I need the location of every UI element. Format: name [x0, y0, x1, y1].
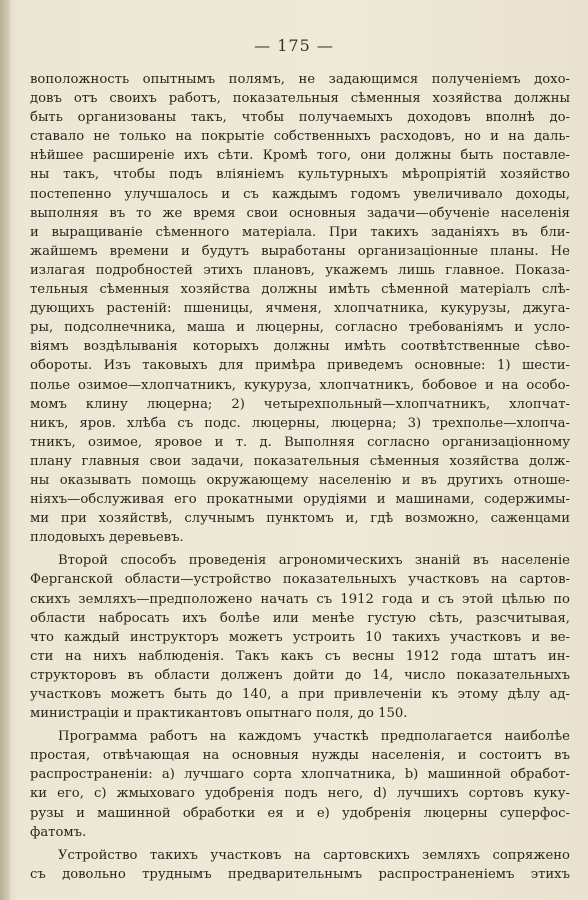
text-line: Устройство такихъ участковъ на сартовскихъ земляхъ сопряжено: [58, 847, 570, 863]
text-line: области набросать ихъ болѣе или менѣе густую сѣть, разсчитывая,: [30, 610, 570, 626]
text-line: обороты. Изъ таковыхъ для примѣра приведемъ основные: 1) шести-: [30, 358, 570, 374]
text-line: ры, подсолнечника, маша и люцерны, согласно требованіямъ и усло-: [30, 320, 570, 336]
text-line: быть организованы такъ, чтобы получаемыхъ доходовъ вполнѣ до-: [30, 110, 570, 126]
text-line: распространеніи: a) лучшаго сорта хлопчатника, b) машинной обработ-: [30, 767, 570, 783]
text-line: ны оказывать помощь окружающему населенію и въ другихъ отноше-: [30, 472, 570, 488]
text-line: тникъ, озимое, яровое и т. д. Выполняя согласно организаціонному: [30, 434, 570, 450]
text-line: министраціи и практикантовъ опытнаго поля, до 150.: [30, 706, 408, 722]
text-line: ми при хозяйствѣ, случнымъ пунктомъ и, гдѣ возможно, саженцами: [30, 511, 570, 527]
text-line: съ довольно труднымъ предварительнымъ распространеніемъ этихъ: [30, 866, 570, 882]
text-line: Второй способъ проведенія агрономическихъ знаній въ населеніе: [58, 553, 570, 569]
text-line: простая, отвѣчающая на основныя нужды населенія, и состоитъ въ: [30, 748, 570, 764]
text-line: плану главныя свои задачи, показательныя сѣменныя хозяйства долж-: [30, 453, 570, 469]
body-text: [30, 70, 570, 888]
text-line: ставало не только на покрытіе собственныхъ расходовъ, но и на даль-: [30, 129, 570, 145]
text-line: фатомъ.: [30, 824, 87, 840]
text-line: что каждый инструкторъ можетъ устроить 10 такихъ участковъ и ве-: [30, 629, 570, 645]
text-line: тельныя сѣменныя хозяйства должны имѣть сѣменной матеріалъ слѣ-: [30, 282, 570, 298]
text-line: ки его, c) жмыховаго удобренія подъ него, d) лучшихъ сортовъ куку-: [30, 786, 570, 802]
text-line: выполняя въ то же время свои основныя задачи—обученіе населенія: [30, 205, 570, 221]
text-line: Ферганской области—устройство показательныхъ участковъ на сартов-: [30, 572, 570, 588]
text-line: сти на нихъ наблюденія. Такъ какъ съ весны 1912 года штатъ ин-: [30, 648, 570, 664]
text-line: никъ, яров. хлѣба съ подс. люцерны, люцерна; 3) трехполье—хлопча-: [30, 415, 570, 431]
text-line: и выращиваніе сѣменного матеріала. При такихъ заданіяхъ въ бли-: [30, 224, 570, 240]
text-line: ніяхъ—обслуживая его прокатными орудіями и машинами, содержимы-: [30, 492, 570, 508]
text-line: излагая подробностей этихъ плановъ, укажемъ лишь главное. Показа-: [30, 262, 570, 278]
page-number: — 175 —: [254, 36, 334, 55]
text-line: рузы и машинной обработки ея и e) удобренія люцерны суперфос-: [30, 805, 570, 821]
text-line: нѣйшее расширеніе ихъ сѣти. Кромѣ того, они должны быть поставле-: [30, 148, 570, 164]
text-line: Программа работъ на каждомъ участкѣ предполагается наиболѣе: [58, 729, 570, 745]
text-line: структоровъ въ области долженъ дойти до 14, число показательныхъ: [30, 667, 570, 683]
text-line: участковъ можетъ быть до 140, а при привлеченіи къ этому дѣлу ад-: [30, 687, 570, 702]
text-line: дующихъ растеній: пшеницы, ячменя, хлопчатника, кукурузы, джугa-: [30, 301, 570, 317]
text-line: віямъ воздѣлыванія которыхъ должны имѣть соотвѣтственные сѣво-: [30, 339, 570, 355]
paragraph: [30, 551, 570, 723]
paragraph: [30, 846, 570, 884]
paragraph: [30, 70, 570, 547]
text-line: скихъ земляхъ—предположено начать съ 1912 года и съ этой цѣлью по: [30, 591, 570, 607]
text-line: постепенно улучшалось и съ каждымъ годомъ увеличивало доходы,: [30, 186, 570, 202]
text-line: момъ клину люцерна; 2) четырехпольный—хлопчатникъ, хлопчат-: [30, 396, 570, 412]
text-line: польe озимое—хлопчатникъ, кукуруза, хлопчатникъ, бобовое и на особо-: [30, 377, 570, 393]
paragraph: [30, 727, 570, 842]
page-binding-edge: [0, 0, 10, 900]
text-line: довъ отъ своихъ работъ, показательныя сѣменныя хозяйства должны: [30, 91, 570, 107]
text-line: плодовыхъ деревьевъ.: [30, 530, 184, 546]
text-line: жайшемъ времени и будутъ выработаны организаціонные планы. Не: [30, 243, 570, 259]
text-line: воположность опытнымъ полямъ, не задающимся полученіемъ дохо-: [30, 72, 570, 87]
text-line: ны такъ, чтобы подъ вліяніемъ культурныхъ мѣропріятій хозяйство: [30, 167, 570, 183]
